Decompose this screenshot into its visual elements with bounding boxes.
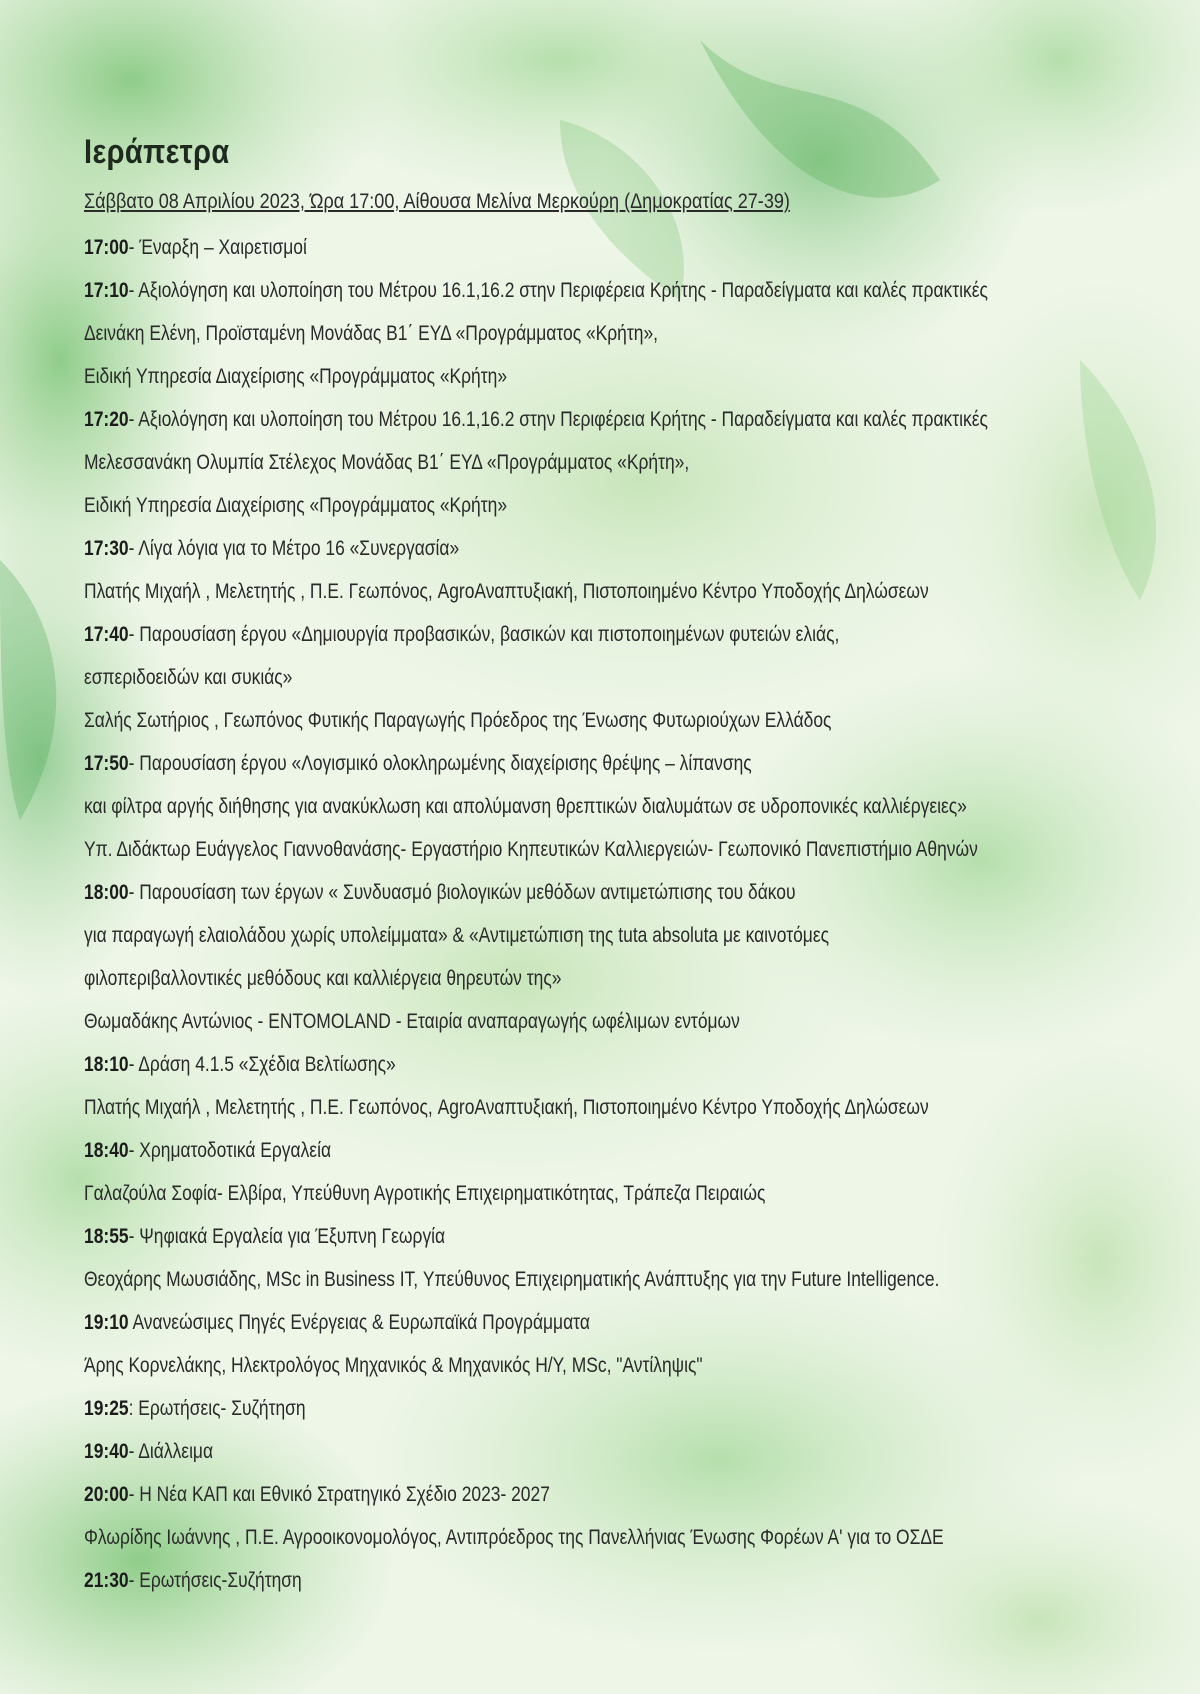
schedule-speaker-line — [84, 1262, 997, 1305]
schedule-speaker-line — [84, 359, 997, 402]
schedule-text: Θεοχάρης Μωυσιάδης, MSc in Business IT, Υπεύθυνος Επιχειρηματικής Ανάπτυξης για την Future Intelligence. — [84, 1268, 940, 1291]
event-date-location: Σάββατο 08 Απριλίου 2023, Ώρα 17:00, Αίθουσα Μελίνα Μερκούρη (Δημοκρατίας 27-39) — [84, 190, 790, 213]
schedule-speaker-line — [84, 789, 997, 832]
schedule-item — [84, 402, 997, 445]
schedule-item — [84, 531, 997, 574]
schedule-text: - Αξιολόγηση και υλοποίηση του Μέτρου 16.1,16.2 στην Περιφέρεια Κρήτης - Παραδείγματα και καλές πρακτικές — [128, 279, 988, 302]
schedule-text: εσπεριδοειδών και συκιάς» — [84, 666, 293, 689]
schedule-speaker-line — [84, 1004, 997, 1047]
schedule-text: Υπ. Διδάκτωρ Ευάγγελος Γιαννοθανάσης- Εργαστήριο Κηπευτικών Καλλιεργειών- Γεωπονικό Πανεπιστήμιο Αθηνών — [84, 838, 978, 861]
schedule-time: 17:00 — [84, 236, 129, 259]
schedule-text: - Παρουσίαση των έργων « Συνδυασμό βιολογικών μεθόδων αντιμετώπισης του δάκου — [128, 881, 796, 904]
schedule-time: 17:50 — [84, 752, 129, 775]
schedule-speaker-line — [84, 1176, 997, 1219]
schedule-time: 21:30 — [84, 1569, 129, 1592]
schedule-text: - Η Νέα ΚΑΠ και Εθνικό Στρατηγικό Σχέδιο 2023- 2027 — [128, 1483, 550, 1506]
schedule-text: - Λίγα λόγια για το Μέτρο 16 «Συνεργασία» — [128, 537, 460, 560]
schedule-text: Θωμαδάκης Αντώνιος - ENTOMOLAND - Εταιρία αναπαραγωγής ωφέλιμων εντόμων — [84, 1010, 740, 1033]
schedule-item — [84, 875, 997, 918]
schedule-text: : Ερωτήσεις- Συζήτηση — [128, 1397, 306, 1420]
schedule-text: - Αξιολόγηση και υλοποίηση του Μέτρου 16.1,16.2 στην Περιφέρεια Κρήτης - Παραδείγματα και καλές πρακτικές — [128, 408, 988, 431]
schedule-speaker-line — [84, 1520, 997, 1563]
schedule-text: Πλατής Μιχαήλ , Μελετητής , Π.Ε. Γεωπόνος, AgroΑναπτυξιακή, Πιστοποιημένο Κέντρο Υποδοχής Δηλώσεων — [84, 1096, 929, 1119]
schedule-speaker-line — [84, 1090, 997, 1133]
schedule-time: 17:20 — [84, 408, 129, 431]
schedule-text: Πλατής Μιχαήλ , Μελετητής , Π.Ε. Γεωπόνος, AgroΑναπτυξιακή, Πιστοποιημένο Κέντρο Υποδοχής Δηλώσεων — [84, 580, 929, 603]
schedule-time: 17:40 — [84, 623, 129, 646]
schedule-time: 19:10 — [84, 1311, 129, 1334]
schedule-item — [84, 1305, 997, 1348]
schedule-text: για παραγωγή ελαιολάδου χωρίς υπολείμματα» & «Αντιμετώπιση της tuta absoluta με καινοτόμες — [84, 924, 830, 947]
schedule-item — [84, 1219, 997, 1262]
schedule-item — [84, 746, 997, 789]
schedule-text: Άρης Κορνελάκης, Ηλεκτρολόγος Μηχανικός & Μηχανικός Η/Υ, MSc, "Αντίληψις" — [84, 1354, 703, 1377]
schedule-time: 18:10 — [84, 1053, 129, 1076]
program-schedule — [84, 230, 1184, 1606]
schedule-item — [84, 1133, 997, 1176]
schedule-text: Μελεσσανάκη Ολυμπία Στέλεχος Μονάδας Β1΄ ΕΥΔ «Προγράμματος «Κρήτη», — [84, 451, 690, 474]
schedule-text: - Χρηματοδοτικά Εργαλεία — [128, 1139, 332, 1162]
schedule-text: Ειδική Υπηρεσία Διαχείρισης «Προγράμματος «Κρήτη» — [84, 494, 508, 517]
schedule-time: 20:00 — [84, 1483, 129, 1506]
schedule-text: και φίλτρα αργής διήθησης για ανακύκλωση και απολύμανση θρεπτικών διαλυμάτων σε υδροπονικές καλλιέργειες» — [84, 795, 967, 818]
schedule-speaker-line — [84, 488, 997, 531]
schedule-item — [84, 1477, 997, 1520]
schedule-text: φιλοπεριβαλλοντικές μεθόδους και καλλιέργεια θηρευτών της» — [84, 967, 562, 990]
schedule-text: - Δράση 4.1.5 «Σχέδια Βελτίωσης» — [128, 1053, 396, 1076]
schedule-item — [84, 230, 997, 273]
schedule-time: 19:40 — [84, 1440, 129, 1463]
schedule-time: 18:40 — [84, 1139, 129, 1162]
schedule-text: Ανανεώσιμες Πηγές Ενέργειας & Ευρωπαϊκά Προγράμματα — [128, 1311, 590, 1334]
schedule-text: Δεινάκη Ελένη, Προϊσταμένη Μονάδας Β1΄ ΕΥΔ «Προγράμματος «Κρήτη», — [84, 322, 658, 345]
schedule-time: 18:55 — [84, 1225, 129, 1248]
schedule-speaker-line — [84, 918, 997, 961]
schedule-text: - Παρουσίαση έργου «Λογισμικό ολοκληρωμένης διαχείρισης θρέψης – λίπανσης — [128, 752, 752, 775]
schedule-item — [84, 1434, 997, 1477]
schedule-speaker-line — [84, 1348, 997, 1391]
schedule-speaker-line — [84, 703, 997, 746]
schedule-speaker-line — [84, 832, 997, 875]
schedule-text: Σαλής Σωτήριος , Γεωπόνος Φυτικής Παραγωγής Πρόεδρος της Ένωσης Φυτωριούχων Ελλάδος — [84, 709, 832, 732]
schedule-speaker-line — [84, 660, 997, 703]
schedule-item — [84, 1563, 997, 1606]
schedule-item — [84, 1047, 997, 1090]
schedule-text: - Ψηφιακά Εργαλεία για Έξυπνη Γεωργία — [128, 1225, 446, 1248]
schedule-speaker-line — [84, 316, 997, 359]
schedule-text: - Διάλλειμα — [128, 1440, 214, 1463]
schedule-speaker-line — [84, 961, 997, 1004]
schedule-time: 17:30 — [84, 537, 129, 560]
schedule-speaker-line — [84, 574, 997, 617]
schedule-item — [84, 617, 997, 660]
schedule-text: - Ερωτήσεις-Συζήτηση — [128, 1569, 302, 1592]
page-title: Ιεράπετρα — [84, 133, 230, 171]
schedule-time: 18:00 — [84, 881, 129, 904]
schedule-text: Φλωρίδης Ιωάννης , Π.Ε. Αγροοικονομολόγος, Αντιπρόεδρος της Πανελλήνιας Ένωσης Φορέων Α' για το ΟΣΔΕ — [84, 1526, 944, 1549]
schedule-time: 17:10 — [84, 279, 129, 302]
schedule-text: - Παρουσίαση έργου «Δημιουργία προβασικών, βασικών και πιστοποιημένων φυτειών ελιάς, — [128, 623, 840, 646]
schedule-text: - Έναρξη – Χαιρετισμοί — [128, 236, 307, 259]
schedule-item — [84, 1391, 997, 1434]
schedule-text: Ειδική Υπηρεσία Διαχείρισης «Προγράμματος «Κρήτη» — [84, 365, 508, 388]
schedule-speaker-line — [84, 445, 997, 488]
schedule-text: Γαλαζούλα Σοφία- Ελβίρα, Υπεύθυνη Αγροτικής Επιχειρηματικότητας, Τράπεζα Πειραιώς — [84, 1182, 766, 1205]
schedule-item — [84, 273, 997, 316]
schedule-time: 19:25 — [84, 1397, 129, 1420]
